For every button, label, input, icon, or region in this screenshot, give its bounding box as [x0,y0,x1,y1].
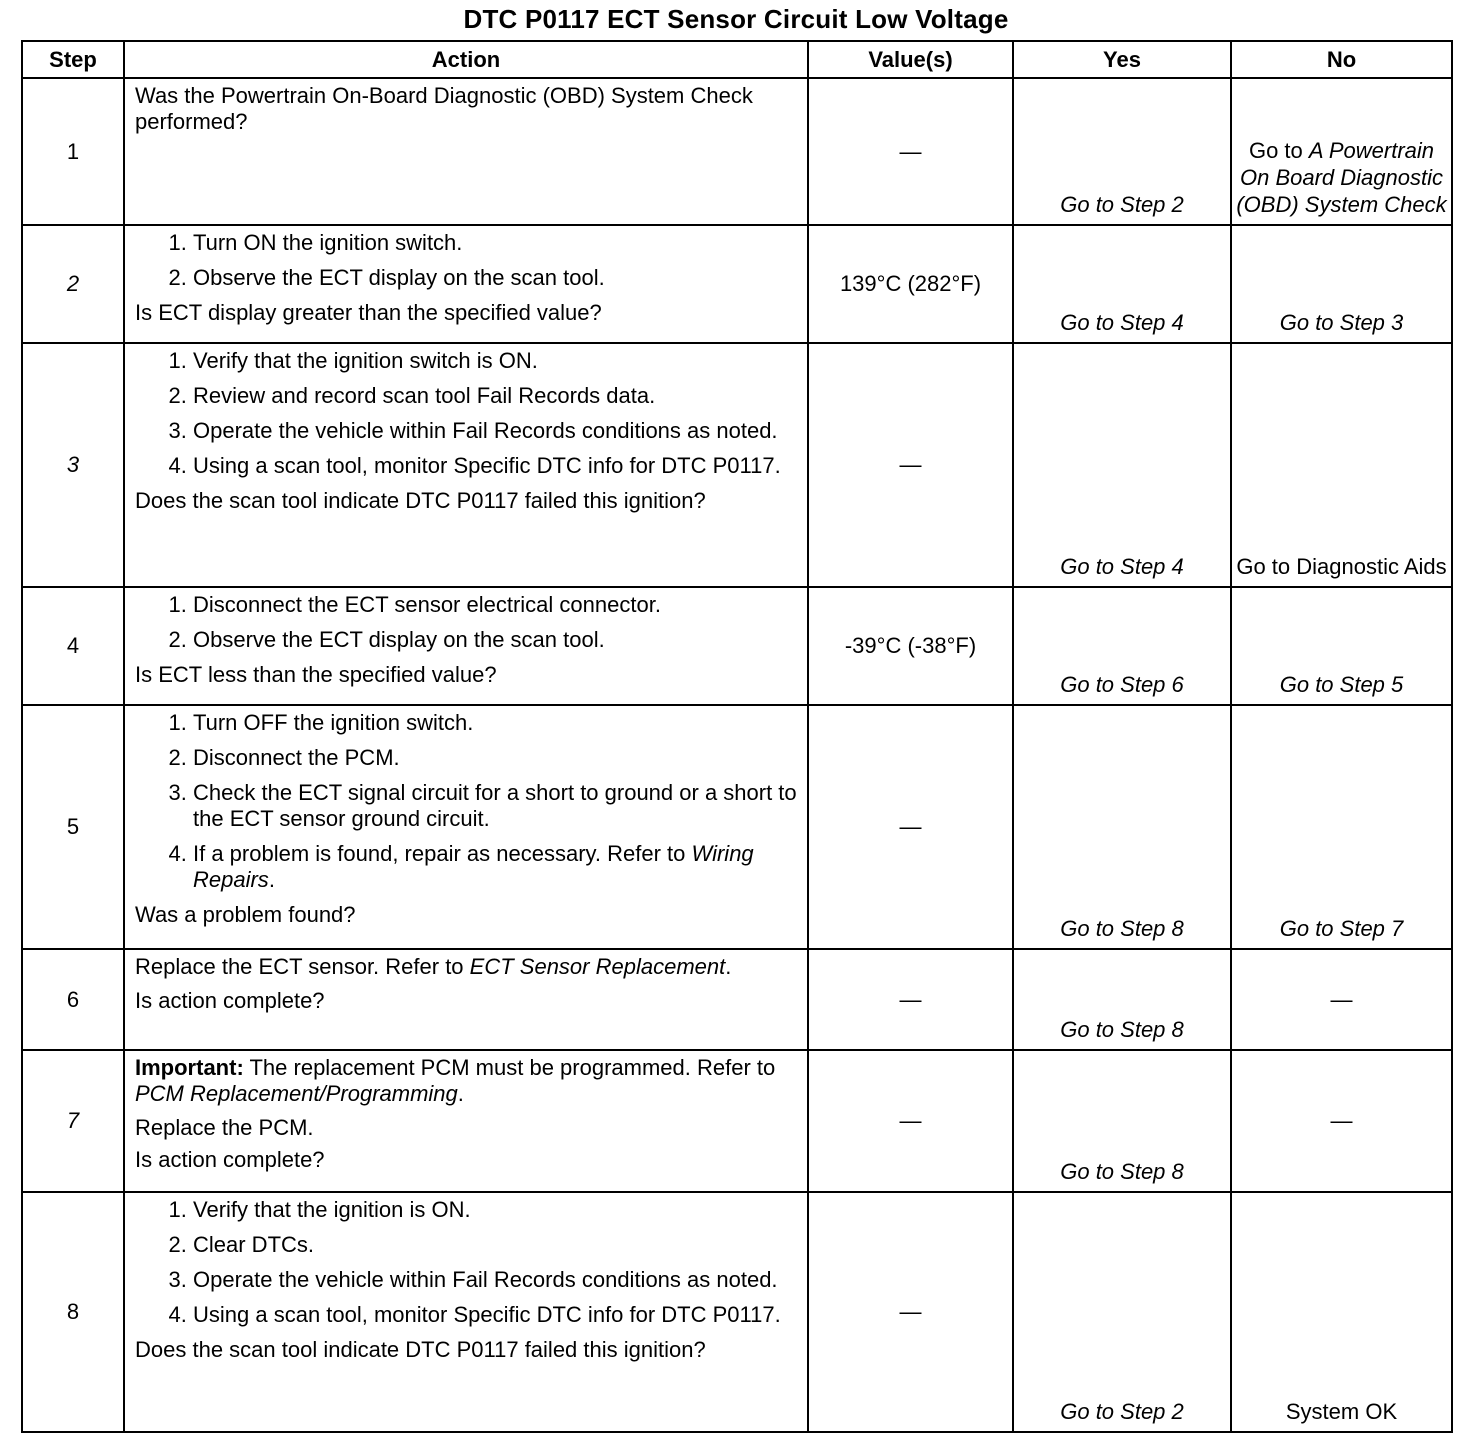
important-text: The replacement PCM must be programmed. Refer to [249,1055,776,1080]
table-row [22,1192,1452,1432]
action-question: Is action complete? [135,1147,325,1172]
table-row [22,587,1452,705]
action-paragraph: Replace the ECT sensor. Refer to ECT Sensor Replacement. [135,954,732,979]
yes-cell: Go to Step 2 [1013,78,1231,225]
no-cell: System OK [1231,1192,1452,1432]
action-item: 4. If a problem is found, repair as necessary. Refer to Wiring Repairs. [193,841,797,893]
action-item: 2. Clear DTCs. [193,1232,797,1258]
header-values: Value(s) [808,41,1013,78]
action-item: 3. Operate the vehicle within Fail Records conditions as noted. [193,418,797,444]
value-cell: — [808,1192,1013,1432]
table-row [22,225,1452,343]
no-cell: Go to Step 5 [1231,587,1452,705]
yes-cell: Go to Step 2 [1013,1192,1231,1432]
step-number: 3 [22,343,124,587]
no-prefix: Go to [1248,138,1303,163]
no-cell [1231,78,1452,225]
action-item: 2. Review and record scan tool Fail Records data. [193,383,797,409]
header-yes: Yes [1013,41,1231,78]
no-cell: Go to Step 3 [1231,225,1452,343]
yes-cell: Go to Step 8 [1013,705,1231,949]
yes-cell: Go to Step 6 [1013,587,1231,705]
action-question: Was a problem found? [135,902,356,927]
action-question: Was the Powertrain On-Board Diagnostic (OBD) System Check performed? [135,83,753,134]
action-cell [124,587,808,705]
step-number: 8 [22,1192,124,1432]
action-item: 2. Disconnect the PCM. [193,745,797,771]
header-row [22,41,1452,78]
header-step: Step [22,41,124,78]
action-item: 1. Disconnect the ECT sensor electrical connector. [193,592,797,618]
value-cell: — [808,343,1013,587]
value-cell: -39°C (-38°F) [808,587,1013,705]
value-cell: — [808,78,1013,225]
step-number: 1 [22,78,124,225]
action-text: If a problem is found, repair as necessary. Refer to [193,841,686,866]
yes-cell: Go to Step 4 [1013,225,1231,343]
table-row [22,705,1452,949]
step-number: 4 [22,587,124,705]
action-item: 4. Using a scan tool, monitor Specific DTC info for DTC P0117. [193,453,797,479]
value-cell: — [808,1050,1013,1192]
header-action: Action [124,41,808,78]
action-cell [124,225,808,343]
action-question: Is action complete? [135,988,325,1013]
action-item: 1. Verify that the ignition is ON. [193,1197,797,1223]
important-note: Important: The replacement PCM must be programmed. Refer to PCM Replacement/Programming. [135,1055,776,1106]
action-item: 1. Turn OFF the ignition switch. [193,710,797,736]
no-cell: Go to Step 7 [1231,705,1452,949]
action-cell [124,1192,808,1432]
action-question: Does the scan tool indicate DTC P0117 failed this ignition? [135,1337,706,1362]
action-cell [124,705,808,949]
action-question: Is ECT less than the specified value? [135,662,497,687]
yes-cell: Go to Step 8 [1013,1050,1231,1192]
action-text: Replace the ECT sensor. Refer to [135,954,464,979]
action-item: 3. Operate the vehicle within Fail Records conditions as noted. [193,1267,797,1293]
step-number: 2 [22,225,124,343]
table-row [22,78,1452,225]
table-row [22,343,1452,587]
action-item: 2. Observe the ECT display on the scan tool. [193,265,797,291]
step-number: 7 [22,1050,124,1192]
no-cell: — [1231,949,1452,1050]
action-question: Does the scan tool indicate DTC P0117 failed this ignition? [135,488,706,513]
table-row [22,1050,1452,1192]
action-reference: Wiring Repairs [193,841,754,892]
no-cell: Go to Diagnostic Aids [1231,343,1452,587]
action-text: Replace the PCM. [135,1115,314,1140]
yes-cell: Go to Step 8 [1013,949,1231,1050]
header-no: No [1231,41,1452,78]
value-cell: — [808,705,1013,949]
page-title: DTC P0117 ECT Sensor Circuit Low Voltage [463,4,1009,34]
action-cell [124,949,808,1050]
value-cell: 139°C (282°F) [808,225,1013,343]
action-item: 3. Check the ECT signal circuit for a short to ground or a short to the ECT sensor ground circuit. [193,780,797,832]
action-item: 1. Turn ON the ignition switch. [193,230,797,256]
important-label: Important: [135,1055,244,1080]
no-cell: — [1231,1050,1452,1192]
important-reference: PCM Replacement/Programming [135,1081,458,1106]
table-row [22,949,1452,1050]
action-cell [124,1050,808,1192]
action-reference: ECT Sensor Replacement [469,954,726,979]
step-number: 6 [22,949,124,1050]
yes-cell: Go to Step 4 [1013,343,1231,587]
diagnostic-table [21,40,1453,1433]
step-number: 5 [22,705,124,949]
action-item: 4. Using a scan tool, monitor Specific DTC info for DTC P0117. [193,1302,797,1328]
action-item: 2. Observe the ECT display on the scan tool. [193,627,797,653]
no-reference: A Powertrain On Board Diagnostic (OBD) System Check [1236,138,1447,217]
action-item: 1. Verify that the ignition switch is ON. [193,348,797,374]
action-question: Is ECT display greater than the specified value? [135,300,602,325]
value-cell: — [808,949,1013,1050]
action-cell [124,343,808,587]
action-cell [124,78,808,225]
